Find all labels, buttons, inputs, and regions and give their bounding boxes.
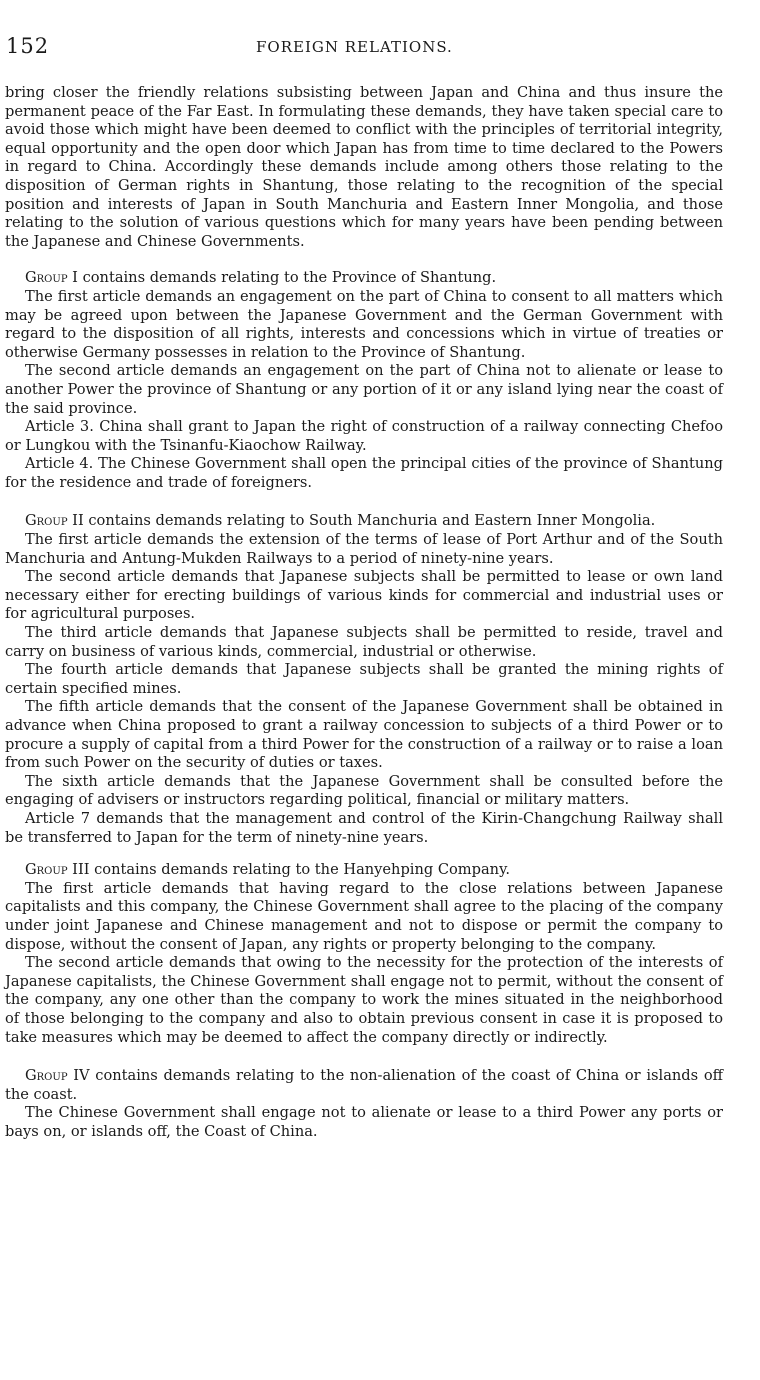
- group-1-article-2: The second article demands an engagement on the part of China not to alienate or lease to another Power the province of Shantung or any portion of it or any island lying near the coast of the said province.: [5, 362, 723, 417]
- group-4-article-1: The Chinese Government shall engage not to alienate or lease to a third Power any ports or bays on, or islands off, the Coast of China.: [5, 1104, 723, 1140]
- group-heading-text: III contains demands relating to the Hanyehping Company.: [67, 861, 511, 879]
- group-1-article-1: The first article demands an engagement on the part of China to consent to all matters which may be agreed upon between the Japanese Government and the German Government with regard to the disposition of all rights, interests and concessions which in virtue of treaties or otherwise Germany possesses in relation to the Province of Shantung.: [5, 287, 723, 361]
- group-2-article-6: The sixth article demands that the Japanese Government shall be consulted before the engaging of advisers or instructors regarding political, financial or military matters.: [5, 772, 723, 809]
- group-heading-text: IV contains demands relating to the non-alienation of the coast of China or islands off the coast.: [5, 1067, 723, 1103]
- group-label: Group: [25, 269, 68, 287]
- group-3-article-2: The second article demands that owing to the necessity for the protection of the interests of Japanese capitalists, the Chinese Government shall engage not to permit, without the consent of the company, any one other than the company to work the mines situated in the neighborhood of those belonging to the company and also to obtain previous consent in case it is proposed to take measures which may be deemed to affect the company directly or indirectly.: [5, 954, 723, 1046]
- group-3-article-1: The first article demands that having regard to the close relations between Japanese capitalists and this company, the Chinese Government shall agree to the placing of the company under joint Japanese and Chinese management and not to dispose or permit the company to dispose, without the consent of Japan, any rights or property belonging to the company.: [5, 879, 723, 953]
- group-2-heading: [5, 512, 723, 531]
- group-2-article-5: The fifth article demands that the consent of the Japanese Government shall be obtained in advance when China proposed to grant a railway concession to subjects of a third Power or to procure a supply of capital from a third Power for the construction of a railway or to raise a loan from such Power on the security of duties or taxes.: [5, 698, 723, 772]
- page-header: [6, 34, 726, 64]
- group-2-article-2: The second article demands that Japanese subjects shall be permitted to lease or own land necessary either for erecting buildings of various kinds for commercial and industrial uses or for agricultural purposes.: [5, 568, 723, 623]
- running-head: FOREIGN RELATIONS.: [256, 38, 453, 56]
- group-2-article-7: Article 7 demands that the management and control of the Kirin-Changchung Railway shall be transferred to Japan for the term of ninety-nine years.: [5, 809, 723, 846]
- group-3-heading: [5, 861, 723, 880]
- group-2-article-4: The fourth article demands that Japanese subjects shall be granted the mining rights of certain specified mines.: [5, 661, 723, 697]
- group-4-heading: [5, 1067, 723, 1104]
- group-heading-text: II contains demands relating to South Manchuria and Eastern Inner Mongolia.: [67, 512, 656, 530]
- intro-paragraph: bring closer the friendly relations subsisting between Japan and China and thus insure the permanent peace of the Far East. In formulating these demands, they have taken special care to avoid those which might have been deemed to conflict with the principles of territorial integrity, equal opportunity and the open door which Japan has from time to time declared to the Powers in regard to China. Accordingly these demands include among others those relating to the disposition of German rights in Shantung, those relating to the recognition of the special position and interests of Japan in South Manchuria and Eastern Inner Mongolia, and those relating to the solution of various questions which for many years have been pending between the Japanese and Chinese Governments.: [5, 84, 723, 250]
- group-1-article-4: Article 4. The Chinese Government shall open the principal cities of the province of Shantung for the residence and trade of foreigners.: [5, 455, 723, 491]
- body-text: [5, 84, 723, 1141]
- group-2-article-3: The third article demands that Japanese subjects shall be permitted to reside, travel and carry on business of various kinds, commercial, industrial or otherwise.: [5, 624, 723, 660]
- group-label: Group: [25, 1067, 68, 1085]
- group-label: Group: [25, 861, 68, 879]
- group-1-heading: [5, 269, 723, 288]
- group-2-article-1: The first article demands the extension of the terms of lease of Port Arthur and of the South Manchuria and Antung-Mukden Railways to a period of ninety-nine years.: [5, 531, 723, 567]
- group-label: Group: [25, 512, 68, 530]
- group-heading-text: I contains demands relating to the Province of Shantung.: [67, 269, 497, 287]
- group-1-article-3: Article 3. China shall grant to Japan the right of construction of a railway connecting Chefoo or Lungkou with the Tsinanfu-Kiaochow Railway.: [5, 418, 723, 454]
- page-number: 152: [6, 34, 50, 58]
